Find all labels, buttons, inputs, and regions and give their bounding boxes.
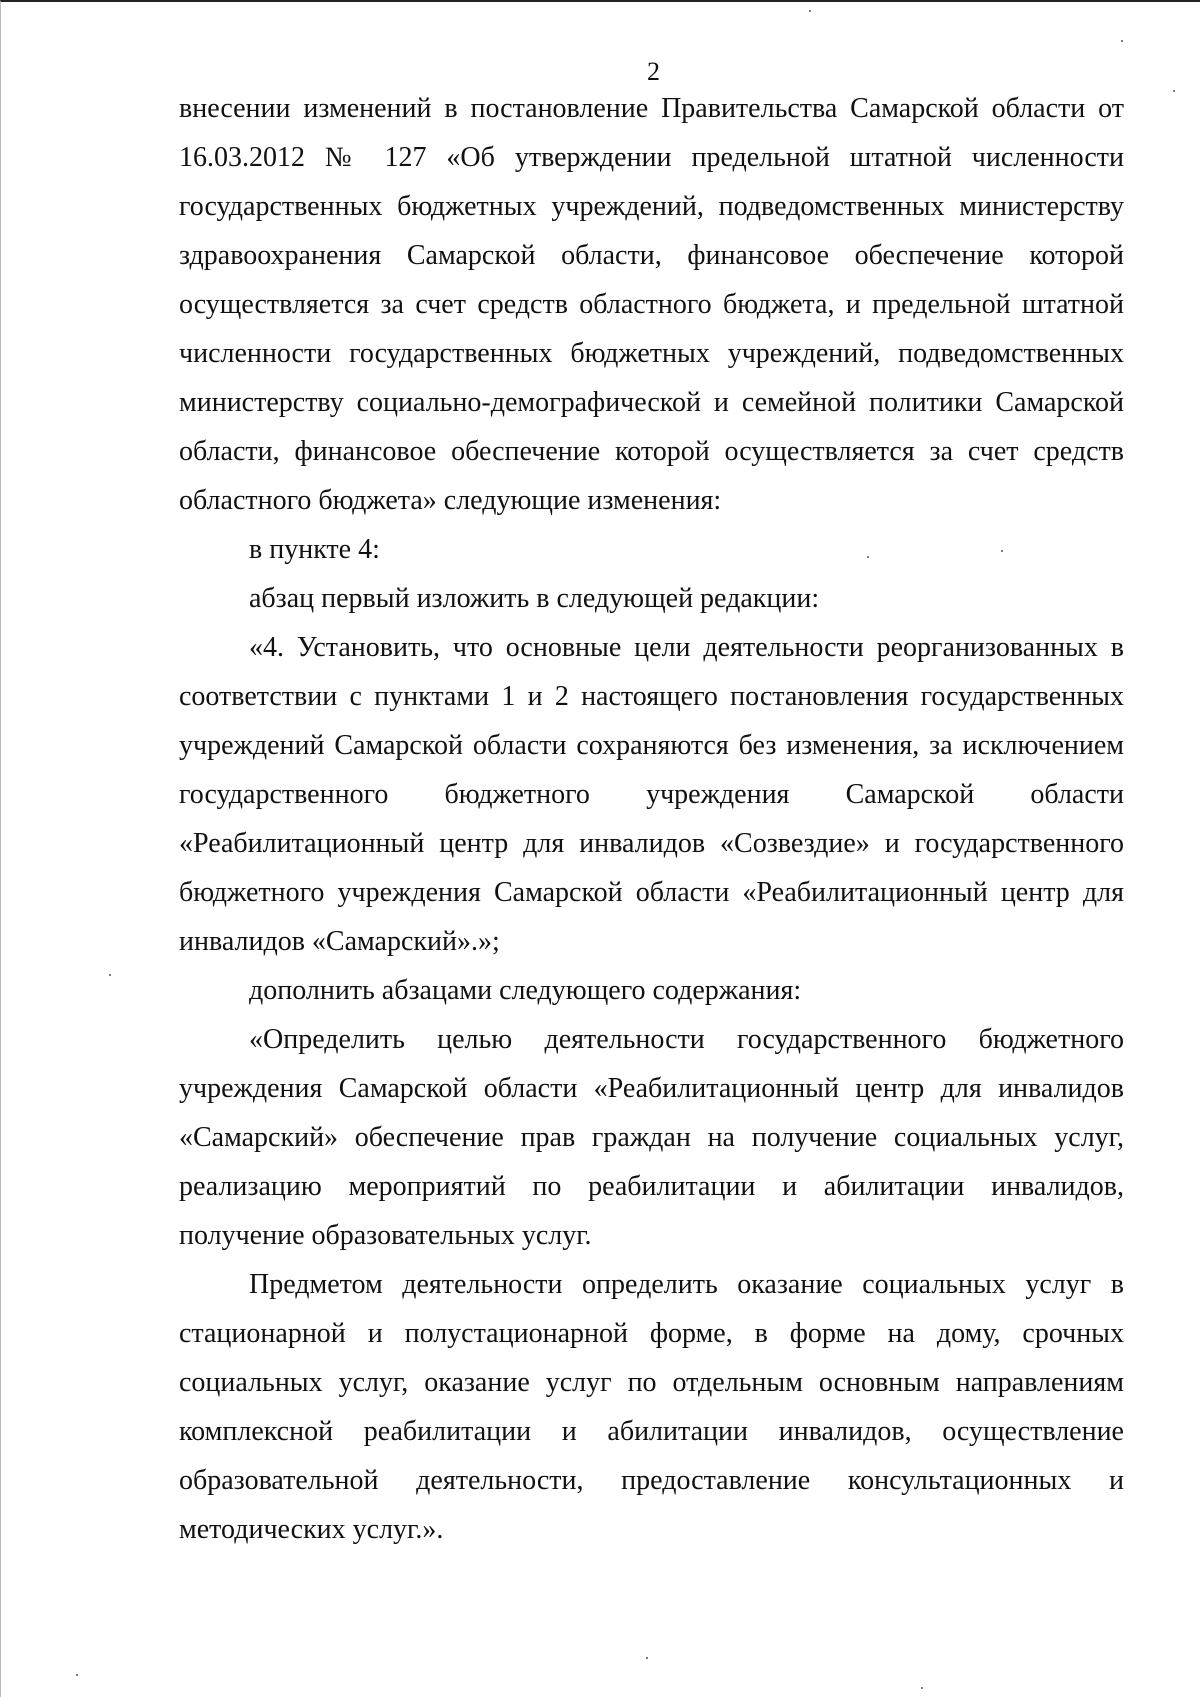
scan-speck xyxy=(1121,40,1123,42)
scan-speck xyxy=(1001,550,1003,552)
paragraph-supplement: дополнить абзацами следующего содержания: xyxy=(249,975,802,1006)
paragraph-goal-definition: «Определить целью деятельности государственного бюджетного учреждения Самарской области «Реабилитационный центр для инвалидов «Самарский» обеспечение прав граждан на получение социальных услуг, реализацию мероприятий по реабилитации и абилитации инвалидов, получение образовательных услуг. xyxy=(179,1024,1124,1251)
document-body xyxy=(179,84,1124,1554)
scan-speck xyxy=(646,1657,648,1659)
scan-speck xyxy=(867,556,869,558)
paragraph-point-4: в пункте 4: xyxy=(249,534,380,565)
paragraph-new-wording-4: «4. Установить, что основные цели деятельности реорганизованных в соответствии с пунктами 1 и 2 настоящего постановления государственных учреждений Самарской области сохраняются без изменения, за исключением государственного бюджетного учреждения Самарской области «Реабилитационный центр для инвалидов «Созвездие» и государственного бюджетного учреждения Самарской области «Реабилитационный центр для инвалидов «Самарский».»; xyxy=(179,632,1124,957)
scan-speck xyxy=(76,1674,78,1676)
scan-speck xyxy=(1173,90,1175,92)
scan-speck xyxy=(921,1687,923,1689)
scan-speck xyxy=(109,974,111,976)
paragraph-subject-of-activity: Предметом деятельности определить оказание социальных услуг в стационарной и полустационарной форме, в форме на дому, срочных социальных услуг, оказание услуг по отдельным основным направлениям комплексной реабилитации и абилитации инвалидов, осуществление образовательной деятельности, предоставление консультационных и методических услуг.». xyxy=(179,1269,1124,1545)
paragraph-first-abzac: абзац первый изложить в следующей редакции: xyxy=(249,583,820,614)
scan-speck xyxy=(809,10,811,12)
paragraph-amendment-intro: внесении изменений в постановление Правительства Самарской области от 16.03.2012 № 127 «Об утверждении предельной штатной численности государственных бюджетных учреждений, подведомственных министерству здравоохранения Самарской области, финансовое обеспечение которой осуществляется за счет средств областного бюджета, и предельной штатной численности государственных бюджетных учреждений, подведомственных министерству социально-демографической и семейной политики Самарской области, финансовое обеспечение которой осуществляется за счет средств областного бюджета» следующие изменения: xyxy=(179,93,1124,516)
page-number: 2 xyxy=(647,57,660,86)
